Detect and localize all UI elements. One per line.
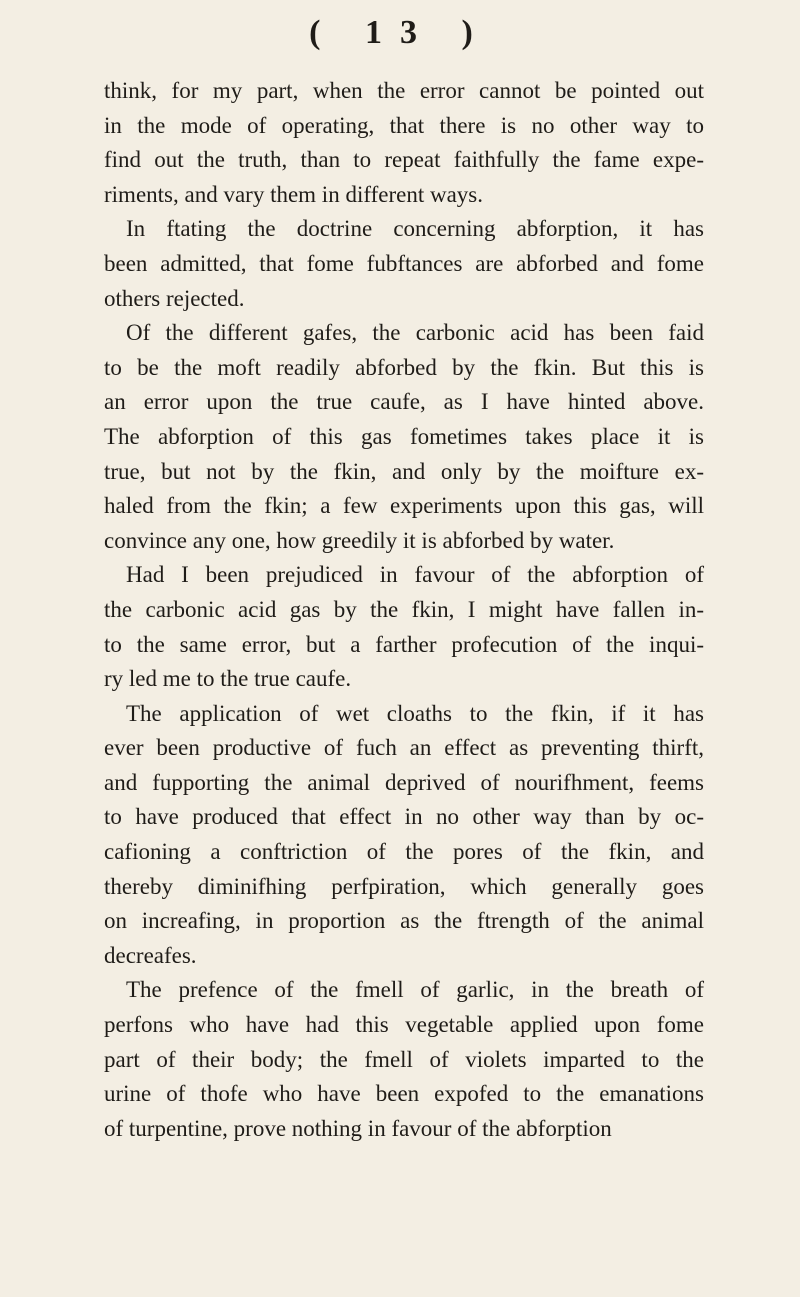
text-line: The application of wet cloaths to the fkin, if it has: [126, 700, 704, 726]
text-line: cafioning a conftriction of the pores of the fkin, and: [104, 839, 704, 865]
page-number: ( 13 ): [309, 14, 491, 51]
text-line: the carbonic acid gas by the fkin, I might have fallen in-: [104, 596, 704, 622]
text-line: an error upon the true caufe, as I have hinted above.: [104, 389, 704, 415]
text-line: been admitted, that fome fubftances are abforbed and fome: [104, 250, 704, 276]
text-line: and fupporting the animal deprived of nourifhment, feems: [104, 769, 704, 795]
text-line: decreafes.: [104, 942, 197, 968]
text-line: The prefence of the fmell of garlic, in the breath of: [126, 977, 704, 1003]
text-line: find out the truth, than to repeat faithfully the fame expe-: [104, 147, 704, 173]
text-line: riments, and vary them in different ways.: [104, 181, 483, 207]
text-line: true, but not by the fkin, and only by the moifture ex-: [104, 458, 704, 484]
text-line: ever been productive of fuch an effect as preventing thirft,: [104, 735, 704, 761]
text-line: ry led me to the true caufe.: [104, 666, 352, 692]
text-line: think, for my part, when the error cannot be pointed out: [104, 78, 704, 103]
text-line: convince any one, how greedily it is abforbed by water.: [104, 527, 615, 553]
text-line: The abforption of this gas fometimes takes place it is: [104, 423, 704, 449]
text-line: Of the different gafes, the carbonic acid has been faid: [126, 320, 704, 346]
body-text: [104, 74, 704, 1146]
text-line: In ftating the doctrine concerning abforption, it has: [126, 216, 704, 242]
text-line: to be the moft readily abforbed by the fkin. But this is: [104, 354, 704, 380]
text-line: haled from the fkin; a few experiments upon this gas, will: [104, 493, 704, 519]
text-line: urine of thofe who have been expofed to the emanations: [104, 1081, 704, 1107]
text-line: part of their body; the fmell of violets imparted to the: [104, 1046, 704, 1072]
text-line: on increafing, in proportion as the ftrength of the animal: [104, 908, 704, 934]
text-line: perfons who have had this vegetable applied upon fome: [104, 1012, 704, 1038]
text-line: in the mode of operating, that there is no other way to: [104, 112, 704, 138]
text-line: to the same error, but a farther profecution of the inqui-: [104, 631, 704, 657]
text-line: thereby diminifhing perfpiration, which generally goes: [104, 873, 704, 899]
text-line: of turpentine, prove nothing in favour of the abforption: [104, 1115, 612, 1141]
text-line: to have produced that effect in no other way than by oc-: [104, 804, 704, 830]
text-line: Had I been prejudiced in favour of the abforption of: [126, 562, 704, 588]
text-line: others rejected.: [104, 285, 245, 311]
